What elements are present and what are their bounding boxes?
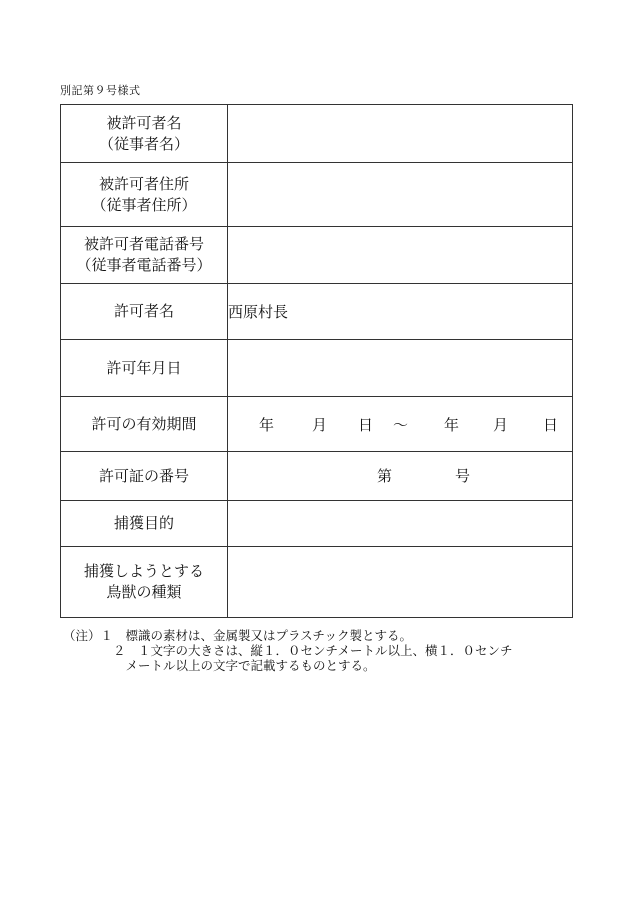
label-licensee-address	[61, 163, 228, 227]
note-line: メートル以上の文字で記載するものとする。	[63, 658, 376, 673]
value-species[interactable]	[228, 547, 573, 618]
row-licensee-phone	[61, 227, 573, 284]
permit-table	[60, 104, 573, 618]
row-species	[61, 547, 573, 618]
end-year-unit: 年	[444, 415, 460, 434]
label-line: 捕獲しようとする	[83, 562, 204, 580]
label-line: 被許可者名	[106, 113, 182, 132]
label-line: （従事者電話番号）	[76, 256, 212, 274]
row-validity-period	[61, 397, 573, 452]
value-licensee-name[interactable]	[228, 105, 573, 163]
label-licensee-phone	[61, 227, 228, 284]
tilde-separator: ～	[393, 415, 409, 434]
value-licensee-phone[interactable]	[228, 227, 573, 284]
start-day-unit: 日	[358, 415, 374, 434]
label-line: 被許可者住所	[98, 174, 189, 193]
label-licensor-name	[61, 284, 228, 340]
row-permit-number	[61, 452, 573, 501]
value-permit-date[interactable]	[228, 340, 573, 397]
value-validity-period[interactable]	[228, 397, 573, 452]
permit-number-prefix: 第	[377, 467, 393, 485]
end-day-unit: 日	[543, 415, 559, 434]
label-validity-period	[61, 397, 228, 452]
value-capture-purpose[interactable]	[228, 501, 573, 547]
row-licensor-name	[61, 284, 573, 340]
label-line: 許可者名	[113, 302, 174, 320]
row-licensee-address	[61, 163, 573, 227]
label-line: 許可の有効期間	[91, 414, 197, 433]
value-permit-number[interactable]	[228, 452, 573, 501]
label-species	[61, 547, 228, 618]
value-licensor-name[interactable]: 西原村長	[228, 284, 573, 340]
start-month-unit: 月	[312, 415, 328, 434]
row-licensee-name	[61, 105, 573, 163]
note-line: （注）１ 標識の素材は、金属製又はプラスチック製とする。	[63, 628, 413, 643]
label-line: 被許可者電話番号	[83, 235, 204, 253]
label-licensee-name	[61, 105, 228, 163]
label-line: 許可年月日	[106, 358, 182, 377]
label-capture-purpose	[61, 501, 228, 547]
label-line: （従事者名）	[98, 134, 189, 153]
label-permit-number	[61, 452, 228, 501]
label-line: 捕獲目的	[113, 514, 174, 532]
label-line: 許可証の番号	[98, 466, 189, 485]
date-range	[228, 414, 572, 435]
end-month-unit: 月	[493, 415, 509, 434]
value-licensee-address[interactable]	[228, 163, 573, 227]
label-line: （従事者住所）	[91, 195, 197, 214]
note-line: ２ １文字の大きさは、縦１．０センチメートル以上、横１．０センチ	[63, 643, 513, 658]
label-permit-date	[61, 340, 228, 397]
notes	[63, 628, 513, 673]
row-permit-date	[61, 340, 573, 397]
start-year-unit: 年	[259, 415, 275, 434]
permit-number-suffix: 号	[455, 467, 471, 485]
row-capture-purpose	[61, 501, 573, 547]
form-title: 別記第９号様式	[60, 84, 141, 97]
label-line: 鳥獣の種類	[106, 583, 182, 601]
